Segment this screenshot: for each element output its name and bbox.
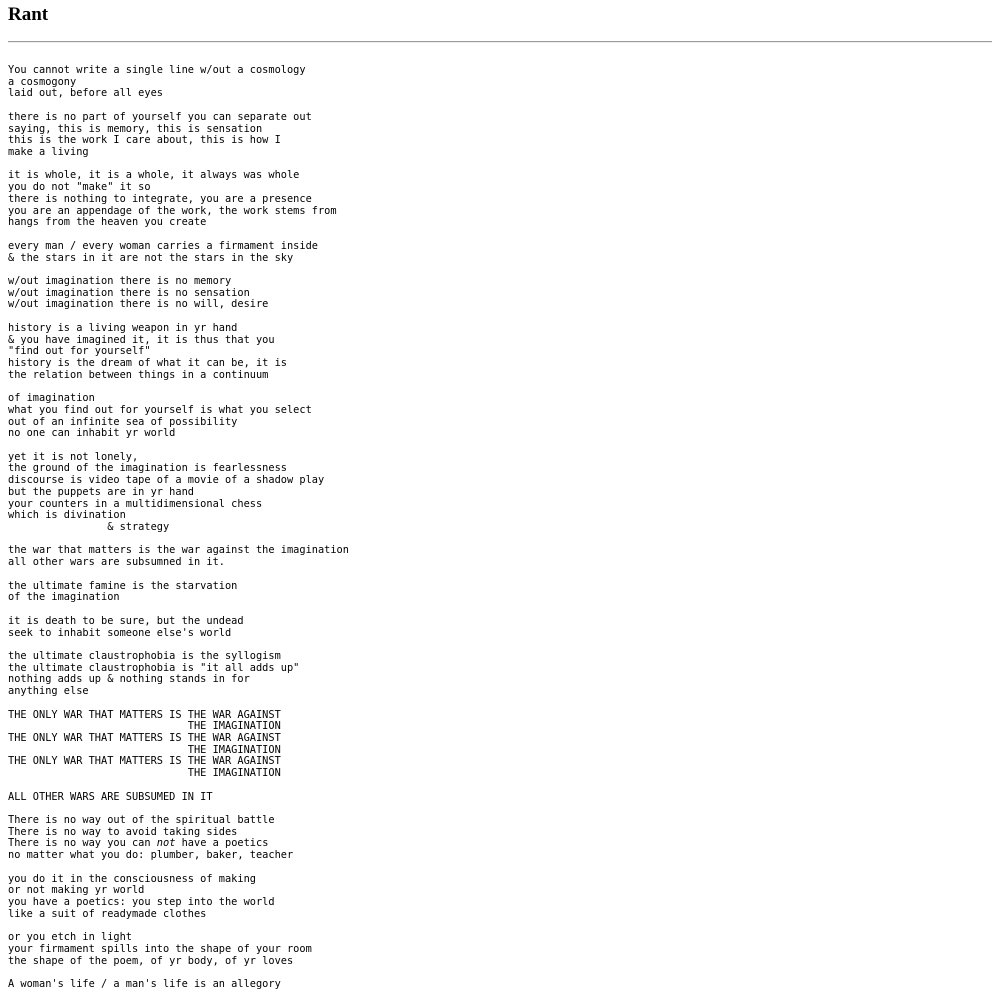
stanza (8, 874, 349, 921)
poem-line: like a suit of readymade clothes (8, 907, 207, 920)
poem-line: it is death to be sure, but the undead (8, 614, 244, 627)
poem-line: the ultimate claustrophobia is "it all adds up" (8, 661, 300, 674)
stanza (8, 276, 349, 311)
stanza-break (8, 440, 349, 452)
stanza-break (8, 569, 349, 581)
poem-line: of the imagination (8, 591, 120, 604)
poem-line: you are an appendage of the work, the work stems from (8, 204, 337, 217)
poem-line: yet it is not lonely, (8, 450, 139, 463)
poem-line: THE ONLY WAR THAT MATTERS IS THE WAR AGAINST (8, 708, 281, 721)
poem-line: saying, this is memory, this is sensation (8, 122, 263, 135)
poem-line: you have a poetics: you step into the world (8, 896, 275, 909)
horizontal-rule (8, 41, 992, 43)
poem-line: your firmament spills into the shape of your room (8, 942, 312, 955)
poem-line: THE IMAGINATION (8, 720, 281, 733)
stanza (8, 792, 349, 804)
poem-line: or not making yr world (8, 884, 145, 897)
stanza (8, 393, 349, 440)
poem-line: out of an infinite sea of possibility (8, 415, 238, 428)
line-segment: have a poetics (175, 837, 269, 850)
stanza (8, 651, 349, 698)
poem-line: "find out for yourself" (8, 345, 151, 358)
stanza (8, 170, 349, 229)
poem-line: There is no way to avoid taking sides (8, 825, 238, 838)
poem-line: w/out imagination there is no sensation (8, 286, 250, 299)
poem-line: A woman's life / a man's life is an allegory (8, 978, 281, 991)
poem-line: it is whole, it is a whole, it always was whole (8, 169, 300, 182)
poem-line: history is a living weapon in yr hand (8, 321, 238, 334)
emphasized-word: not (156, 837, 176, 850)
stanza (8, 710, 349, 780)
poem-line: there is no part of yourself you can separate out (8, 110, 312, 123)
poem-line: ALL OTHER WARS ARE SUBSUMED IN IT (8, 790, 213, 803)
poem-line: nothing adds up & nothing stands in for (8, 673, 250, 686)
stanza (8, 452, 349, 534)
poem-line: the shape of the poem, of yr body, of yr loves (8, 954, 294, 967)
poem-line: you do it in the consciousness of making (8, 872, 256, 885)
poem-line: what you find out for yourself is what you select (8, 403, 312, 416)
poem-line: discourse is video tape of a movie of a shadow play (8, 474, 325, 487)
poem-line: & strategy (8, 521, 170, 534)
poem-line: THE IMAGINATION (8, 743, 281, 756)
poem-line: seek to inhabit someone else's world (8, 626, 232, 639)
poem-line: the ultimate famine is the starvation (8, 579, 238, 592)
poem-line: & the stars in it are not the stars in the sky (8, 251, 294, 264)
poem-line: but the puppets are in yr hand (8, 485, 194, 498)
poem-line: there is nothing to integrate, you are a presence (8, 192, 312, 205)
page-title: Rant (8, 4, 49, 25)
poem-line: all other wars are subsumned in it. (8, 556, 225, 569)
stanza (8, 815, 349, 862)
poem-line: w/out imagination there is no memory (8, 274, 232, 287)
stanza (8, 65, 349, 100)
poem-line: of imagination (8, 392, 95, 405)
stanza (8, 112, 349, 159)
stanza (8, 241, 349, 264)
poem-line: & you have imagined it, it is thus that you (8, 333, 275, 346)
poem-line: hangs from the heaven you create (8, 216, 207, 229)
line-segment: There is no way you can (8, 837, 157, 850)
poem-line: which is divination (8, 509, 126, 522)
stanza (8, 932, 349, 967)
stanza (8, 581, 349, 604)
poem-line: THE ONLY WAR THAT MATTERS IS THE WAR AGAINST (8, 731, 281, 744)
poem-line: history is the dream of what it can be, it is (8, 356, 287, 369)
poem-line: this is the work I care about, this is how I (8, 134, 281, 147)
poem-line: w/out imagination there is no will, desire (8, 298, 269, 311)
poem-line: the ground of the imagination is fearlessness (8, 462, 287, 475)
poem-body (8, 65, 349, 991)
poem-line: make a living (8, 146, 89, 159)
poem-line: laid out, before all eyes (8, 87, 163, 100)
poem-line: you do not "make" it so (8, 181, 151, 194)
poem-line: You cannot write a single line w/out a cosmology (8, 64, 306, 76)
poem-line: THE ONLY WAR THAT MATTERS IS THE WAR AGAINST (8, 755, 281, 768)
poem-line: your counters in a multidimensional chess (8, 497, 263, 510)
poem-line: no matter what you do: plumber, baker, teacher (8, 849, 294, 862)
stanza (8, 323, 349, 382)
poem-line: THE IMAGINATION (8, 767, 281, 780)
stanza (8, 979, 349, 991)
poem-line: There is no way out of the spiritual battle (8, 814, 275, 826)
stanza (8, 545, 349, 568)
stanza (8, 616, 349, 639)
poem-line: the ultimate claustrophobia is the syllogism (8, 649, 281, 662)
stanza-break (8, 780, 349, 792)
poem-line: no one can inhabit yr world (8, 427, 176, 440)
stanza-break (8, 698, 349, 710)
poem-line: a cosmogony (8, 75, 77, 88)
poem-line: the war that matters is the war against the imagination (8, 544, 349, 557)
poem-line: every man / every woman carries a firmament inside (8, 239, 318, 252)
poem-line: anything else (8, 685, 89, 698)
stanza-break (8, 862, 349, 874)
poem-line: the relation between things in a continuum (8, 368, 269, 381)
poem-line: or you etch in light (8, 931, 132, 944)
